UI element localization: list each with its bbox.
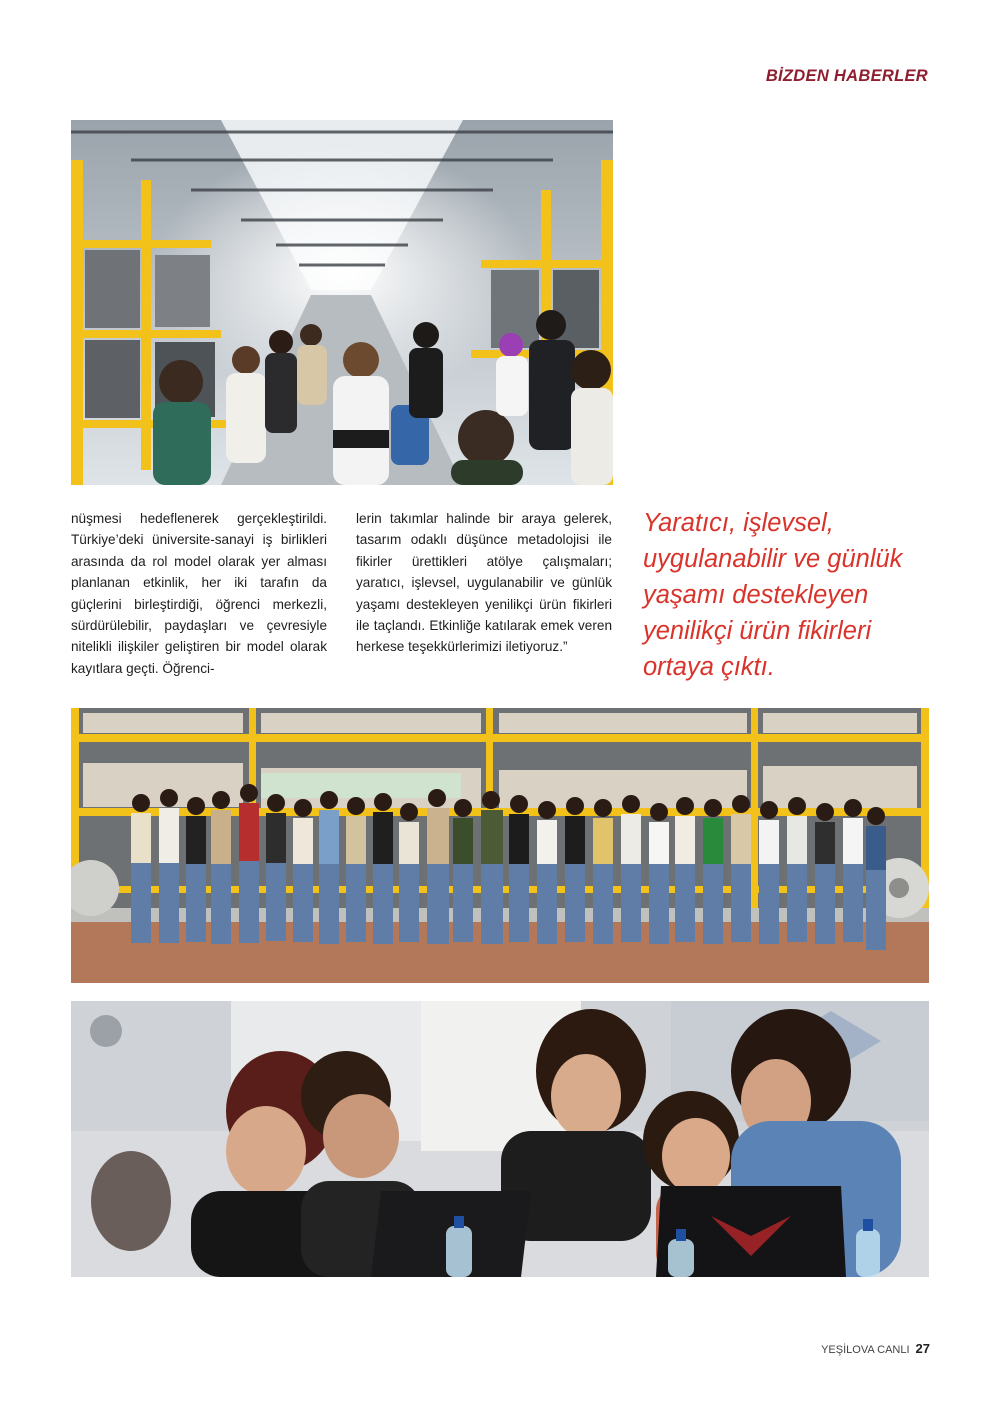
group-photo <box>71 708 929 983</box>
factory-aisle-photo <box>71 120 613 485</box>
page-footer <box>821 1341 930 1356</box>
article-paragraph: nüşmesi hedeflenerek gerçekleştirildi. Türkiye’deki üniversite-sanayi iş birlikleri arasında da rol model olarak yer alması planlanan etkinlik, her iki tarafın da güçlerini birleştirdiği, öğrenci merkezli, sürdürülebilir, paydaşları ve çevresiyle nitelikli ilişkiler geliştiren bir model olarak kayıtlara geçti. Öğrenci- <box>71 511 327 676</box>
article-column-1 <box>71 508 327 679</box>
workshop-photo <box>71 1001 929 1277</box>
publication-name: YEŞİLOVA CANLI <box>821 1344 910 1356</box>
article-paragraph: lerin takımlar halinde bir araya gelerek, tasarım odaklı düşünce metadolojisi ile fikirler ürettikleri atölye çalışmaları; yaratıcı, işlevsel, uygulanabilir ve günlük yaşamı destekleyen yenilikçi ürün fikirleri ile taçlandı. Etkinliğe katılarak emek veren herkese teşekkürlerimizi iletiyoruz.” <box>356 511 612 655</box>
pull-quote: Yaratıcı, işlevsel, uygulanabilir ve günlük yaşamı destekleyen yenilikçi ürün fikirleri ortaya çıktı. <box>643 509 903 681</box>
page-number: 27 <box>915 1341 930 1356</box>
section-label: BİZDEN HABERLER <box>765 67 928 85</box>
article-column-2 <box>356 508 612 658</box>
